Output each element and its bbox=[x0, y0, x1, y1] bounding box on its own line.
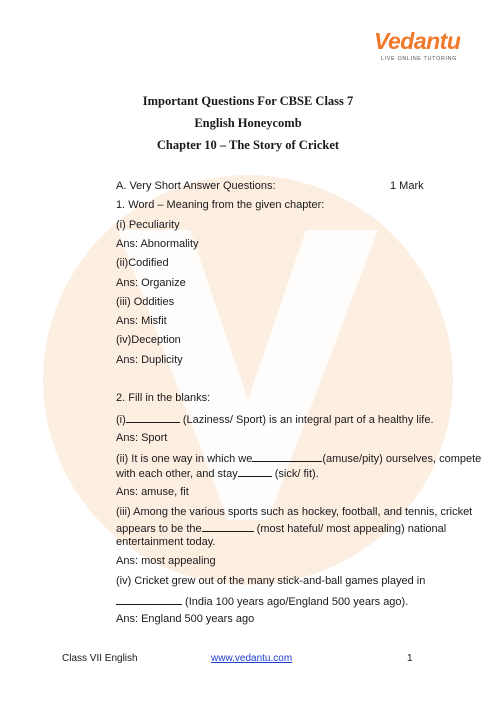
q2-iii-answer: Ans: most appealing bbox=[116, 555, 216, 567]
q2-iii-line-3: entertainment today. bbox=[116, 536, 216, 548]
q1-answer-4: Ans: Duplicity bbox=[116, 354, 183, 366]
q2-iv-line-2 bbox=[116, 594, 408, 608]
q1-word-4: (iv)Deception bbox=[116, 334, 181, 346]
logo-wordmark: Vedantu bbox=[374, 28, 461, 54]
q2-i-rest: (Laziness/ Sport) is an integral part of a healthy life. bbox=[179, 414, 434, 426]
q1-answer-2: Ans: Organize bbox=[116, 277, 186, 289]
section-a-title: A. Very Short Answer Questions: bbox=[116, 180, 276, 192]
q1-title: 1. Word – Meaning from the given chapter: bbox=[116, 199, 325, 211]
q2-iv-line-1: (iv) Cricket grew out of the many stick-and-ball games played in bbox=[116, 575, 426, 587]
vedantu-logo bbox=[358, 26, 478, 74]
q2-i-answer: Ans: Sport bbox=[116, 432, 168, 444]
q2-iii-line-2 bbox=[116, 521, 446, 535]
q2-ii-answer: Ans: amuse, fit bbox=[116, 486, 189, 498]
q1-word-3: (iii) Oddities bbox=[116, 296, 175, 308]
footer-class: Class VII English bbox=[62, 653, 138, 664]
footer-website-link[interactable]: www.vedantu.com bbox=[211, 653, 293, 664]
q1-answer-1: Ans: Abnormality bbox=[116, 238, 199, 250]
subject-title: English Honeycomb bbox=[194, 116, 302, 130]
q2-ii-part-1: (ii) It is one way in which we bbox=[116, 453, 253, 465]
q2-title: 2. Fill in the blanks: bbox=[116, 392, 211, 404]
q2-iii-line-1: (iii) Among the various sports such as hockey, football, and tennis, cricket bbox=[116, 506, 473, 518]
q2-iv-part-1: (India 100 years ago/England 500 years ago). bbox=[182, 596, 409, 608]
q1-word-1: (i) Peculiarity bbox=[116, 219, 180, 231]
answer-blank bbox=[126, 412, 180, 423]
q2-i-prefix: (i) bbox=[116, 414, 126, 426]
chapter-title: Chapter 10 – The Story of Cricket bbox=[156, 138, 340, 152]
section-a-marks: 1 Mark bbox=[390, 180, 424, 192]
page-title: Important Questions For CBSE Class 7 bbox=[142, 94, 354, 108]
answer-blank bbox=[202, 521, 254, 532]
q2-ii-part-4: (sick/ fit). bbox=[271, 468, 319, 480]
answer-blank bbox=[252, 451, 322, 462]
answer-blank bbox=[116, 594, 182, 605]
q2-ii-part-2: (amuse/pity) ourselves, compete bbox=[322, 453, 482, 465]
answer-blank bbox=[238, 466, 272, 477]
logo-tagline: LIVE ONLINE TUTORING bbox=[381, 56, 457, 62]
page-number: 1 bbox=[407, 653, 413, 664]
q2-i-text bbox=[116, 412, 434, 426]
q1-word-2: (ii)Codified bbox=[116, 257, 169, 269]
q1-answer-3: Ans: Misfit bbox=[116, 315, 167, 327]
q2-iii-part-1: appears to be the bbox=[116, 523, 202, 535]
q2-ii-line-1 bbox=[116, 451, 481, 465]
q2-iii-part-2: (most hateful/ most appealing) national bbox=[253, 523, 447, 535]
q2-ii-line-2 bbox=[116, 466, 319, 480]
q2-ii-part-3: with each other, and stay bbox=[116, 468, 238, 480]
q2-iv-answer: Ans: England 500 years ago bbox=[116, 613, 255, 625]
